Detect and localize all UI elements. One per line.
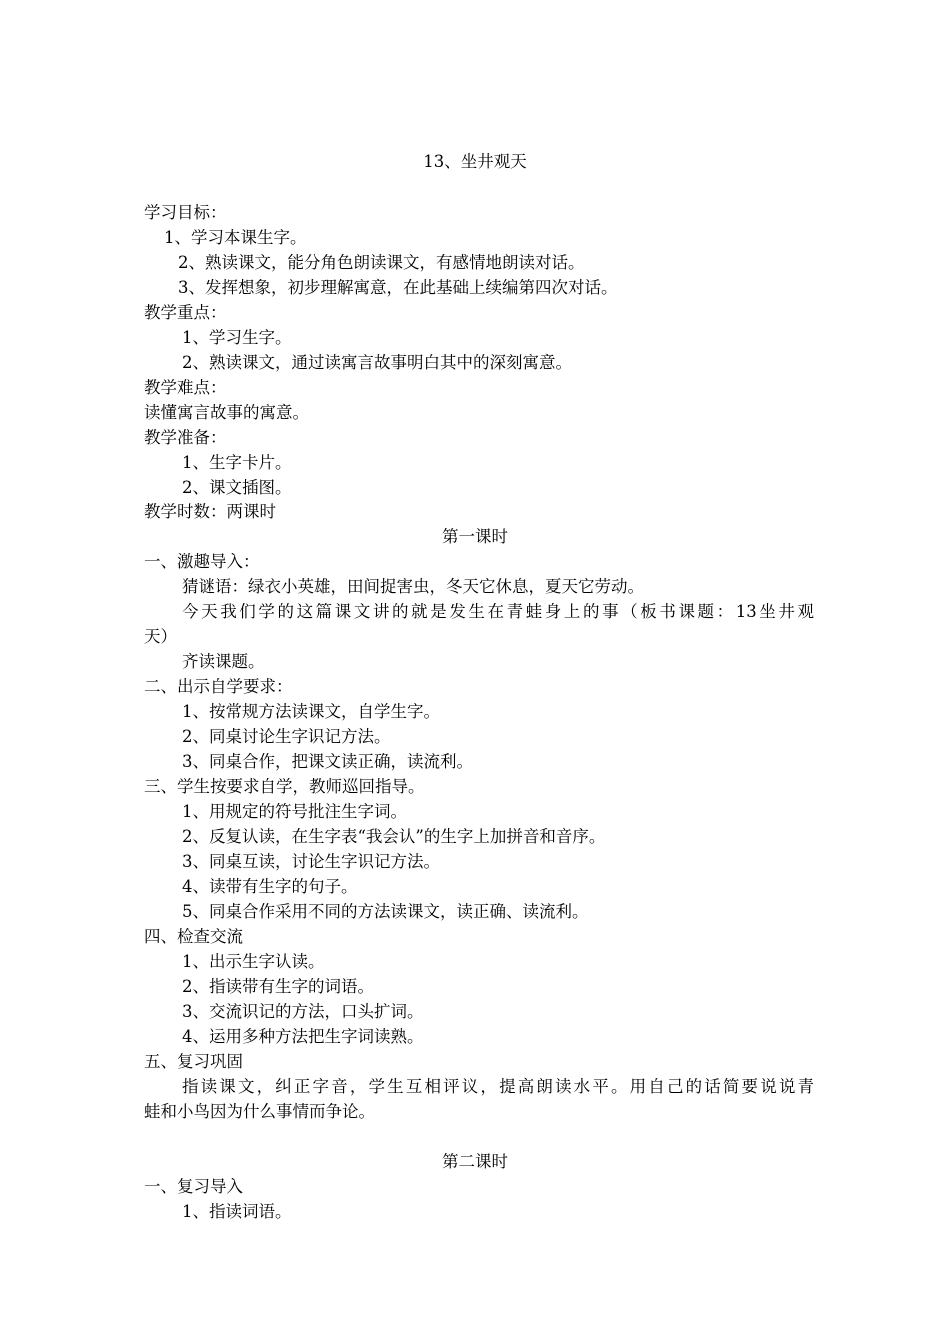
section-2-heading: 二、出示自学要求： [144,677,293,696]
section-1-intro-line-2: 天） [144,627,177,646]
goals-heading: 学习目标： [144,203,227,222]
section-5-heading: 五、复习巩固 [144,1052,243,1071]
section-3-item-2: 2、反复认读，在生字表“我会认”的生字上加拼音和音序。 [182,827,606,846]
section-3-heading: 三、学生按要求自学，教师巡回指导。 [144,777,425,796]
key-points-heading: 教学重点： [144,303,227,322]
section-2-item-2: 2、同桌讨论生字识记方法。 [182,727,391,746]
goal-item-1: 1、学习本课生字。 [164,228,307,247]
section-1-riddle: 猜谜语：绿衣小英雄，田间捉害虫，冬天它休息，夏天它劳动。 [182,577,644,596]
section-5-text-line-1: 指读课文，纠正字音，学生互相评议，提高朗读水平。用自己的话简要说说青 [182,1077,814,1096]
lesson-2-title: 第二课时 [442,1152,508,1171]
section-1-heading: 一、激趣导入： [144,552,260,571]
section-3-item-3: 3、同桌互读，讨论生字识记方法。 [182,852,440,871]
section-3-item-4: 4、读带有生字的句子。 [182,877,358,896]
difficulty-heading: 教学难点： [144,378,227,397]
section-4-item-3: 3、交流识记的方法，口头扩词。 [182,1002,424,1021]
section-4-item-1: 1、出示生字认读。 [182,952,325,971]
preparation-item-2: 2、课文插图。 [182,478,292,497]
section-2-item-1: 1、按常规方法读课文，自学生字。 [182,702,440,721]
teaching-hours: 教学时数：两课时 [144,502,276,521]
goal-item-2: 2、熟读课文，能分角色朗读课文，有感情地朗读对话。 [178,253,585,272]
section-3-item-5: 5、同桌合作采用不同的方法读课文，读正确、读流利。 [182,902,589,921]
lesson-2-section-1-item-1: 1、指读词语。 [182,1202,292,1221]
section-2-item-3: 3、同桌合作，把课文读正确，读流利。 [182,752,473,771]
document-title: 13、坐井观天 [423,152,527,171]
lesson-2-section-1-heading: 一、复习导入 [144,1177,243,1196]
section-4-item-2: 2、指读带有生字的词语。 [182,977,374,996]
difficulty-text: 读懂寓言故事的寓意。 [144,403,309,422]
section-1-intro-line-1: 今天我们学的这篇课文讲的就是发生在青蛙身上的事（板书课题：13坐井观 [182,602,814,621]
key-point-2: 2、熟读课文，通过读寓言故事明白其中的深刻寓意。 [182,353,572,372]
key-point-1: 1、学习生字。 [182,328,292,347]
goal-item-3: 3、发挥想象，初步理解寓意，在此基础上续编第四次对话。 [178,278,618,297]
section-3-item-1: 1、用规定的符号批注生字词。 [182,802,407,821]
section-5-text-line-2: 蛙和小鸟因为什么事情而争论。 [144,1102,375,1121]
section-4-heading: 四、检查交流 [144,927,243,946]
preparation-heading: 教学准备： [144,428,227,447]
lesson-1-title: 第一课时 [442,527,508,546]
section-4-item-4: 4、运用多种方法把生字词读熟。 [182,1027,424,1046]
preparation-item-1: 1、生字卡片。 [182,453,292,472]
section-1-read-title: 齐读课题。 [182,652,265,671]
